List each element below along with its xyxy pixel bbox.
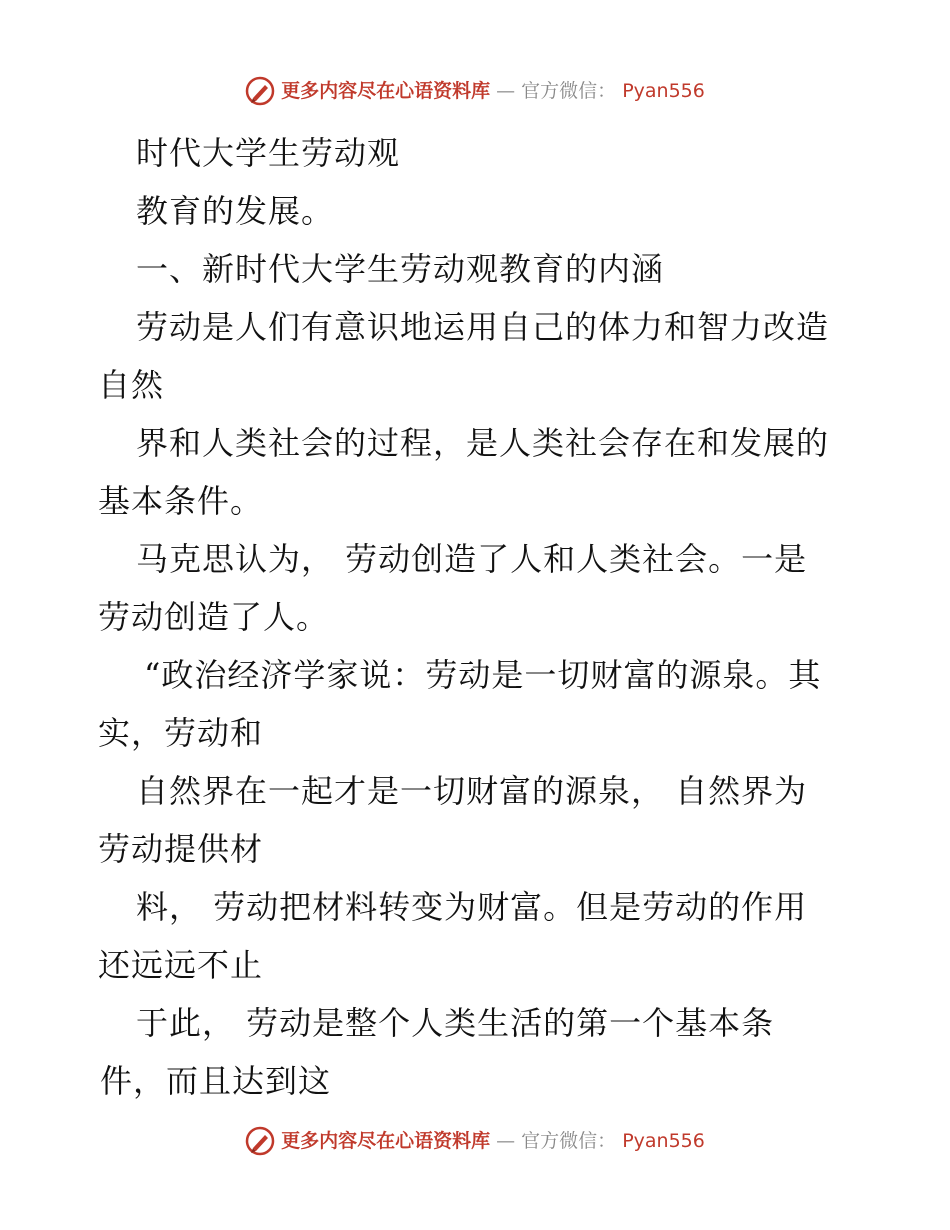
document-body	[98, 124, 868, 1110]
paragraph-line: 界和人类社会的过程，是人类社会存在和发展的	[136, 424, 830, 462]
paragraph-line: 时代大学生劳动观	[136, 134, 401, 172]
pen-logo-icon	[245, 1126, 275, 1156]
paragraph-line: 还远远不止	[98, 946, 264, 984]
paragraph-line: 劳动提供材	[98, 830, 264, 868]
paragraph-line: 基本条件。	[98, 482, 264, 520]
paragraph-line: 件，而且达到这	[100, 1062, 332, 1100]
watermark-wechat-label: 官方微信：	[521, 80, 617, 102]
pen-logo-icon	[245, 76, 275, 106]
paragraph-line: 劳动是人们有意识地运用自己的体力和智力改造	[136, 308, 830, 346]
watermark-wechat-id: Pyan556	[622, 80, 705, 102]
watermark-wechat-id: Pyan556	[622, 1130, 705, 1152]
footer-watermark	[0, 1126, 950, 1156]
paragraph-line: 实，劳动和	[98, 714, 264, 752]
watermark-dash: —	[496, 80, 516, 102]
paragraph-line: 自然界在一起才是一切财富的源泉， 自然界为	[136, 772, 808, 810]
paragraph-line: “政治经济学家说：劳动是一切财富的源泉。其	[144, 656, 822, 694]
watermark-slogan: 更多内容尽在心语资料库	[281, 1130, 491, 1152]
paragraph-line: 自然	[98, 366, 165, 404]
paragraph-line: 教育的发展。	[136, 192, 335, 230]
paragraph-line: 劳动创造了人。	[98, 598, 330, 636]
header-watermark	[0, 76, 950, 106]
watermark-slogan: 更多内容尽在心语资料库	[281, 80, 491, 102]
watermark-wechat-label: 官方微信：	[521, 1130, 617, 1152]
paragraph-line: 于此， 劳动是整个人类生活的第一个基本条	[136, 1004, 775, 1042]
paragraph-line: 马克思认为， 劳动创造了人和人类社会。一是	[136, 540, 808, 578]
section-heading: 一、新时代大学生劳动观教育的内涵	[136, 250, 665, 288]
watermark-dash: —	[496, 1130, 516, 1152]
paragraph-line: 料， 劳动把材料转变为财富。但是劳动的作用	[136, 888, 808, 926]
